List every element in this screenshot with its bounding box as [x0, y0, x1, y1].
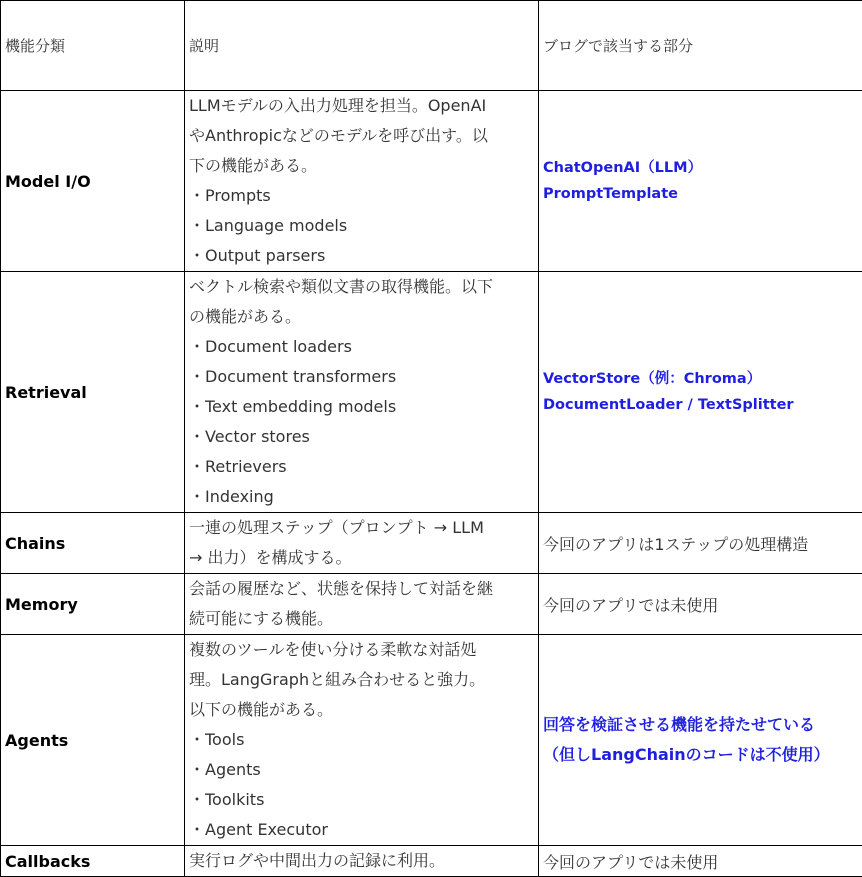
reference-cell	[539, 635, 862, 846]
description-cell	[185, 91, 539, 272]
description-line: ・Agents	[189, 755, 534, 785]
description-line: 実行ログや中間出力の記録に利用。	[189, 846, 534, 876]
description-cell	[185, 272, 539, 513]
reference-cell: 今回のアプリは1ステップの処理構造	[539, 513, 862, 574]
reference-line: 回答を検証させる機能を持たせている	[543, 710, 858, 740]
reference-cell: 今回のアプリでは未使用	[539, 846, 862, 877]
table-row-retrieval	[1, 272, 862, 513]
category-cell: Chains	[1, 513, 185, 574]
description-line: → 出力）を構成する。	[189, 543, 534, 573]
reference-line: PromptTemplate	[543, 181, 858, 207]
header-category: 機能分類	[1, 1, 185, 91]
description-cell	[185, 635, 539, 846]
table-row-model-io	[1, 91, 862, 272]
description-cell	[185, 513, 539, 574]
category-cell: Retrieval	[1, 272, 185, 513]
category-cell: Callbacks	[1, 846, 185, 877]
description-line: 理。LangGraphと組み合わせると強力。	[189, 665, 534, 695]
category-cell: Agents	[1, 635, 185, 846]
reference-cell	[539, 272, 862, 513]
reference-line: （但しLangChainのコードは不使用）	[543, 740, 858, 770]
reference-line: DocumentLoader / TextSplitter	[543, 392, 858, 418]
description-cell	[185, 846, 539, 877]
header-blog-reference: ブログで該当する部分	[539, 1, 862, 91]
reference-line: VectorStore（例：Chroma）	[543, 366, 858, 392]
description-line: ベクトル検索や類似文書の取得機能。以下	[189, 272, 534, 302]
description-line: 下の機能がある。	[189, 151, 534, 181]
description-line: ・Output parsers	[189, 241, 534, 271]
description-line: 続可能にする機能。	[189, 604, 534, 634]
description-line: の機能がある。	[189, 302, 534, 332]
description-line: ・Toolkits	[189, 785, 534, 815]
description-line: ・Text embedding models	[189, 392, 534, 422]
description-cell	[185, 574, 539, 635]
description-line: 一連の処理ステップ（プロンプト → LLM	[189, 513, 534, 543]
reference-cell: 今回のアプリでは未使用	[539, 574, 862, 635]
table-row-agents	[1, 635, 862, 846]
description-line: ・Document loaders	[189, 332, 534, 362]
table-row-memory	[1, 574, 862, 635]
header-description: 説明	[185, 1, 539, 91]
description-line: LLMモデルの入出力処理を担当。OpenAI	[189, 91, 534, 121]
description-line: ・Language models	[189, 211, 534, 241]
description-line: 複数のツールを使い分ける柔軟な対話処	[189, 635, 534, 665]
reference-line: ChatOpenAI（LLM）	[543, 155, 858, 181]
table-row-callbacks	[1, 846, 862, 877]
description-line: ・Indexing	[189, 482, 534, 512]
category-cell: Model I/O	[1, 91, 185, 272]
reference-cell	[539, 91, 862, 272]
description-line: ・Prompts	[189, 181, 534, 211]
description-line: ・Retrievers	[189, 452, 534, 482]
table-header-row	[1, 1, 862, 91]
description-line: ・Tools	[189, 725, 534, 755]
description-line: ・Document transformers	[189, 362, 534, 392]
description-line: 以下の機能がある。	[189, 695, 534, 725]
description-line: 会話の履歴など、状態を保持して対話を継	[189, 574, 534, 604]
description-line: ・Agent Executor	[189, 815, 534, 845]
description-line: やAnthropicなどのモデルを呼び出す。以	[189, 121, 534, 151]
table-row-chains	[1, 513, 862, 574]
description-line: ・Vector stores	[189, 422, 534, 452]
category-cell: Memory	[1, 574, 185, 635]
